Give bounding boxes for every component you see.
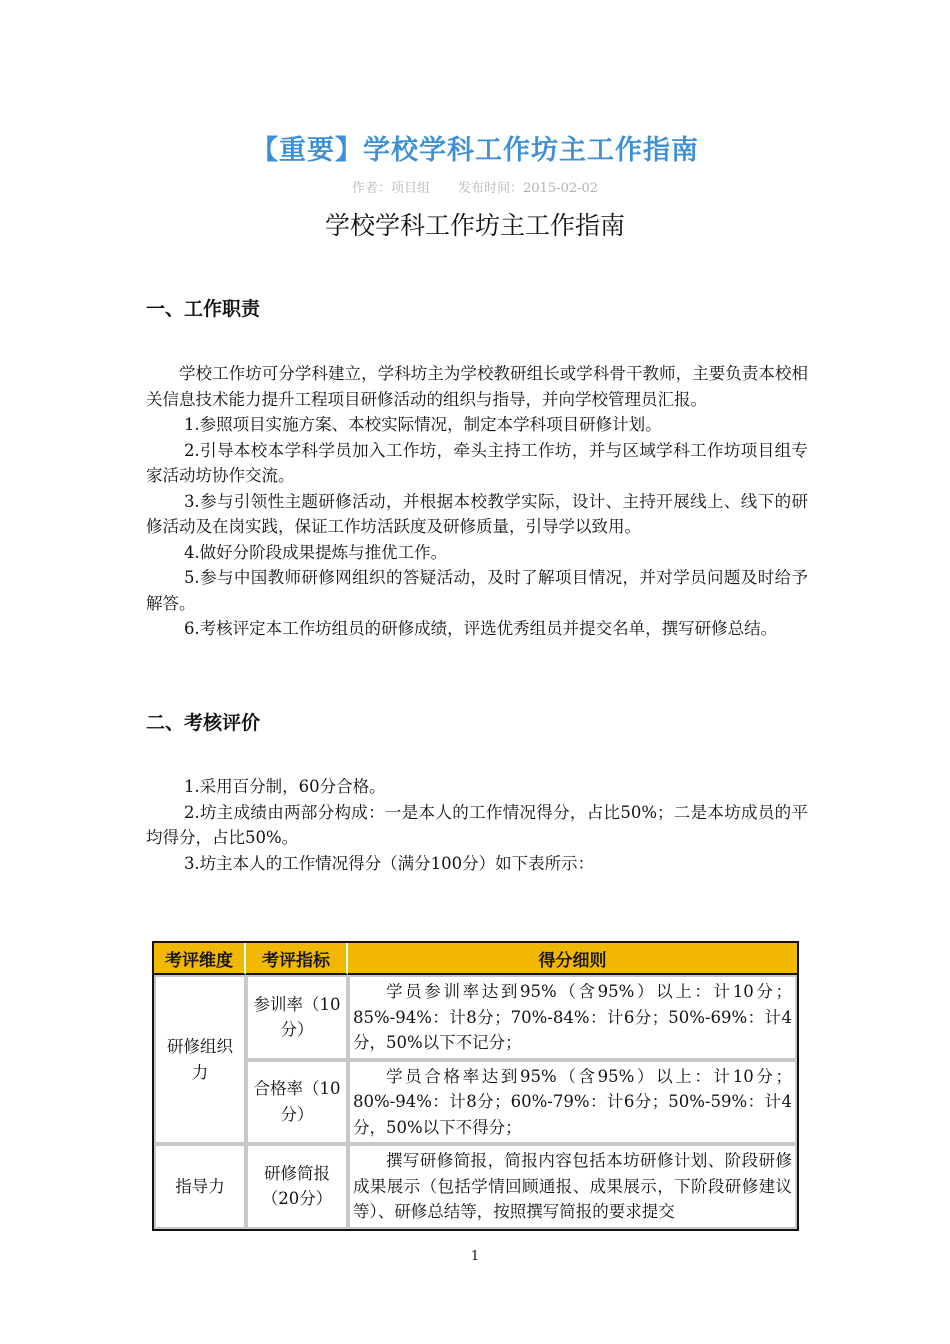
header-indicator: 考评指标 [246,943,348,975]
table-row [154,975,797,1060]
page-number: 1 [470,1249,480,1264]
section-evaluation-body [146,774,808,876]
intro-paragraph: 学校工作坊可分学科建立，学科坊主为学校教研组长或学科骨干教师，主要负责本校相关信息技术能力提升工程项目研修活动的组织与指导，并向学校管理员汇报。 [146,364,808,409]
section-heading-evaluation: 二、考核评价 [146,712,261,734]
detail-cell [348,1144,797,1229]
detail-cell [348,975,797,1060]
duty-item: 6.考核评定本工作坊组员的研修成绩，评选优秀组员并提交名单，撰写研修总结。 [183,619,778,638]
dimension-cell: 指导力 [154,1144,246,1229]
table-row [154,1060,797,1145]
indicator-cell: 研修简报（20分） [246,1144,348,1229]
header-dimension: 考评维度 [154,943,246,975]
duty-item: 5.参与中国教师研修网组织的答疑活动，及时了解项目情况，并对学员问题及时给予解答。 [146,568,808,613]
duty-item: 4.做好分阶段成果提炼与推优工作。 [183,542,448,562]
indicator-cell: 参训率（10分） [246,975,348,1060]
duty-item: 3.参与引领性主题研修活动，并根据本校教学实际，设计、主持开展线上、线下的研修活动及在岗实践，保证工作坊活跃度及研修质量，引导学以致用。 [146,491,808,536]
sub-title: 学校学科工作坊主工作指南 [324,211,625,240]
main-title: 【重要】学校学科工作坊主工作指南 [251,135,699,166]
dimension-cell: 研修组织力 [154,975,246,1144]
indicator-cell: 合格率（10分） [246,1060,348,1145]
detail-text: 撰写研修简报，简报内容包括本坊研修计划、阶段研修成果展示（包括学情回顾通报、成果展示，下阶段研修建议等）、研修总结等，按照撰写简报的要求提交 [353,1151,792,1221]
table-row [154,1144,797,1229]
header-detail: 得分细则 [348,943,797,975]
section-heading-duties: 一、工作职责 [146,298,261,320]
duty-item: 1.参照项目实施方案、本校实际情况，制定本学科项目研修计划。 [183,415,662,434]
table-header-row [154,943,797,975]
score-table [152,941,799,1231]
evaluation-item: 1.采用百分制，60分合格。 [183,777,386,796]
evaluation-item: 2.坊主成绩由两部分构成：一是本人的工作情况得分，占比50%；二是本坊成员的平均得分，占比50%。 [146,802,808,847]
author-label: 作者：项目组 [351,181,430,196]
detail-text: 学员合格率达到95%（含95%）以上：计10分；80%-94%：计8分；60%-79%：计6分；50%-59%：计4分，50%以下不得分； [353,1066,792,1137]
detail-cell [348,1060,797,1145]
detail-text: 学员参训率达到95%（含95%）以上：计10分；85%-94%：计8分；70%-84%：计6分；50%-69%：计4分，50%以下不记分； [353,982,792,1052]
article-meta [0,177,950,196]
evaluation-item: 3.坊主本人的工作情况得分（满分100分）如下表所示： [183,853,595,873]
section-duties-body [146,361,808,642]
duty-item: 2.引导本校本学科学员加入工作坊，牵头主持工作坊，并与区域学科工作坊项目组专家活动坊协作交流。 [146,440,808,485]
publish-time: 发布时间：2015-02-02 [458,181,599,196]
